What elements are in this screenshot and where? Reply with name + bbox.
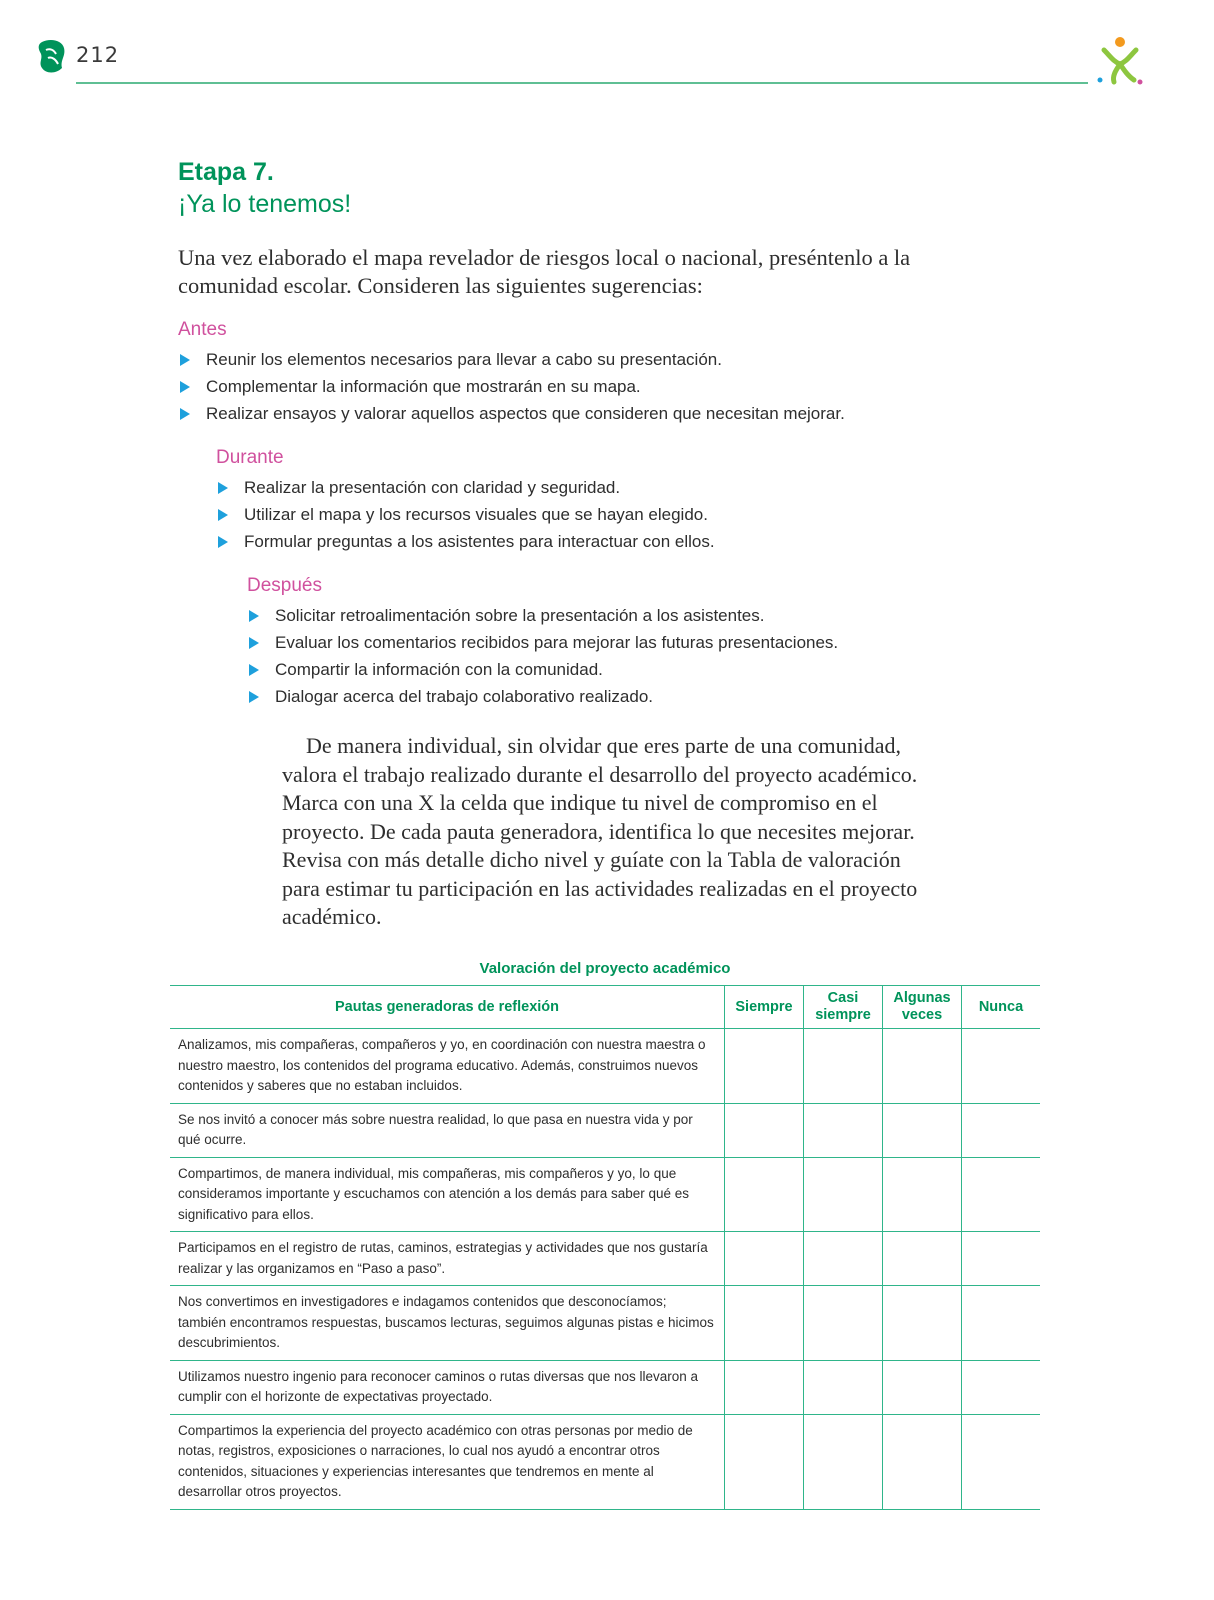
- cell-siempre[interactable]: [725, 1157, 804, 1232]
- table-row: [170, 1157, 1040, 1232]
- cell-nunca[interactable]: [962, 1232, 1041, 1286]
- cell-nunca[interactable]: [962, 1103, 1041, 1157]
- cell-casi-siempre[interactable]: [804, 1286, 883, 1361]
- pauta-cell: Compartimos la experiencia del proyecto académico con otras personas por medio de notas, registros, exposiciones o narraciones, lo cual nos ayudó a encontrar otros contenidos, situaciones y experiencias interesantes que tendremos en mente al desarrollar otros proyectos.: [170, 1414, 725, 1509]
- cell-siempre[interactable]: [725, 1029, 804, 1104]
- table-row: [170, 1103, 1040, 1157]
- triangle-bullet-icon: [249, 664, 259, 676]
- triangle-bullet-icon: [218, 482, 228, 494]
- cell-algunas-veces[interactable]: [883, 1286, 962, 1361]
- table-row: [170, 1286, 1040, 1361]
- cell-siempre[interactable]: [725, 1360, 804, 1414]
- cell-nunca[interactable]: [962, 1157, 1041, 1232]
- cell-siempre[interactable]: [725, 1414, 804, 1509]
- list-item: Utilizar el mapa y los recursos visuales que se hayan elegido.: [216, 501, 715, 528]
- section-title: Etapa 7.: [178, 158, 274, 186]
- table-row: [170, 1029, 1040, 1104]
- table-caption: Valoración del proyecto académico: [479, 960, 731, 977]
- bullet-list: [178, 346, 845, 427]
- cell-algunas-veces[interactable]: [883, 1232, 962, 1286]
- cell-casi-siempre[interactable]: [804, 1360, 883, 1414]
- list-item: Reunir los elementos necesarios para llevar a cabo su presentación.: [178, 346, 845, 373]
- triangle-bullet-icon: [218, 536, 228, 548]
- cell-casi-siempre[interactable]: [804, 1029, 883, 1104]
- pauta-cell: Analizamos, mis compañeras, compañeros y yo, en coordinación con nuestra maestra o nuestro maestro, los contenidos del programa educativo. Además, construimos nuevos contenidos y saberes que no estaban incluidos.: [170, 1029, 725, 1104]
- cell-algunas-veces[interactable]: [883, 1103, 962, 1157]
- triangle-bullet-icon: [249, 637, 259, 649]
- table-header-row: [170, 986, 1040, 1029]
- page-number: 212: [76, 43, 120, 67]
- group-antes: [178, 318, 845, 427]
- group-title: Después: [247, 575, 322, 596]
- cell-algunas-veces[interactable]: [883, 1414, 962, 1509]
- cell-algunas-veces[interactable]: [883, 1360, 962, 1414]
- list-item: Compartir la información con la comunidad.: [247, 656, 838, 683]
- bullet-list: [247, 602, 838, 710]
- pauta-cell: Compartimos, de manera individual, mis compañeras, mis compañeros y yo, lo que consideramos importante y escuchamos con atención a los demás para saber qué es significativo para ellos.: [170, 1157, 725, 1232]
- cell-nunca[interactable]: [962, 1029, 1041, 1104]
- pauta-cell: Participamos en el registro de rutas, caminos, estrategias y actividades que nos gustaría realizar y las organizamos en “Paso a paso”.: [170, 1232, 725, 1286]
- cell-nunca[interactable]: [962, 1360, 1041, 1414]
- figure-logo-icon: [1094, 34, 1146, 86]
- cell-casi-siempre[interactable]: [804, 1414, 883, 1509]
- table-row: [170, 1360, 1040, 1414]
- list-item: Evaluar los comentarios recibidos para mejorar las futuras presentaciones.: [247, 629, 838, 656]
- table-row: [170, 1414, 1040, 1509]
- triangle-bullet-icon: [249, 691, 259, 703]
- header-siempre: Siempre: [725, 986, 804, 1029]
- table-row: [170, 1232, 1040, 1286]
- pauta-cell: Se nos invitó a conocer más sobre nuestra realidad, lo que pasa en nuestra vida y por qué ocurre.: [170, 1103, 725, 1157]
- cell-casi-siempre[interactable]: [804, 1232, 883, 1286]
- cell-casi-siempre[interactable]: [804, 1103, 883, 1157]
- group-title: Antes: [178, 319, 227, 340]
- group-title: Durante: [216, 447, 284, 468]
- intro-paragraph: Una vez elaborado el mapa revelador de riesgos local o nacional, preséntenlo a la comunidad escolar. Consideren las siguientes sugerencias:: [178, 245, 911, 298]
- reflection-paragraph: De manera individual, sin olvidar que eres parte de una comunidad, valora el trabajo realizado durante el desarrollo del proyecto académico. Marca con una X la celda que indique tu nivel de compromiso en el proyecto. De cada pauta generadora, identifica lo que necesites mejorar. Revisa con más detalle dicho nivel y guíate con la Tabla de valoración para estimar tu participación en las actividades realizadas en el proyecto académico.: [282, 733, 918, 929]
- leaf-logo-icon: [36, 38, 66, 76]
- cell-nunca[interactable]: [962, 1414, 1041, 1509]
- list-item: Solicitar retroalimentación sobre la presentación a los asistentes.: [247, 602, 838, 629]
- triangle-bullet-icon: [180, 354, 190, 366]
- header-nunca: Nunca: [962, 986, 1041, 1029]
- cell-siempre[interactable]: [725, 1103, 804, 1157]
- cell-siempre[interactable]: [725, 1286, 804, 1361]
- header-pautas: Pautas generadoras de reflexión: [170, 986, 725, 1029]
- header-casi-siempre: Casi siempre: [804, 986, 883, 1029]
- list-item: Realizar la presentación con claridad y seguridad.: [216, 474, 715, 501]
- list-item: Complementar la información que mostrarán en su mapa.: [178, 373, 845, 400]
- list-item: Realizar ensayos y valorar aquellos aspectos que consideren que necesitan mejorar.: [178, 400, 845, 427]
- cell-siempre[interactable]: [725, 1232, 804, 1286]
- group-durante: [216, 446, 715, 555]
- cell-casi-siempre[interactable]: [804, 1157, 883, 1232]
- list-item: Dialogar acerca del trabajo colaborativo realizado.: [247, 683, 838, 710]
- pauta-cell: Utilizamos nuestro ingenio para reconocer caminos o rutas diversas que nos llevaron a cumplir con el horizonte de expectativas proyectado.: [170, 1360, 725, 1414]
- cell-nunca[interactable]: [962, 1286, 1041, 1361]
- header-rule: [76, 82, 1088, 84]
- triangle-bullet-icon: [249, 610, 259, 622]
- cell-algunas-veces[interactable]: [883, 1029, 962, 1104]
- pauta-cell: Nos convertimos en investigadores e indagamos contenidos que desconocíamos; también encontramos respuestas, buscamos lecturas, seguimos algunas pistas e hicimos descubrimientos.: [170, 1286, 725, 1361]
- group-despues: [247, 574, 838, 710]
- triangle-bullet-icon: [218, 509, 228, 521]
- section-subtitle: ¡Ya lo tenemos!: [178, 190, 352, 218]
- header-algunas-veces: Algunas veces: [883, 986, 962, 1029]
- bullet-list: [216, 474, 715, 555]
- triangle-bullet-icon: [180, 381, 190, 393]
- list-item: Formular preguntas a los asistentes para interactuar con ellos.: [216, 528, 715, 555]
- triangle-bullet-icon: [180, 408, 190, 420]
- valoracion-table: [170, 985, 1040, 1510]
- cell-algunas-veces[interactable]: [883, 1157, 962, 1232]
